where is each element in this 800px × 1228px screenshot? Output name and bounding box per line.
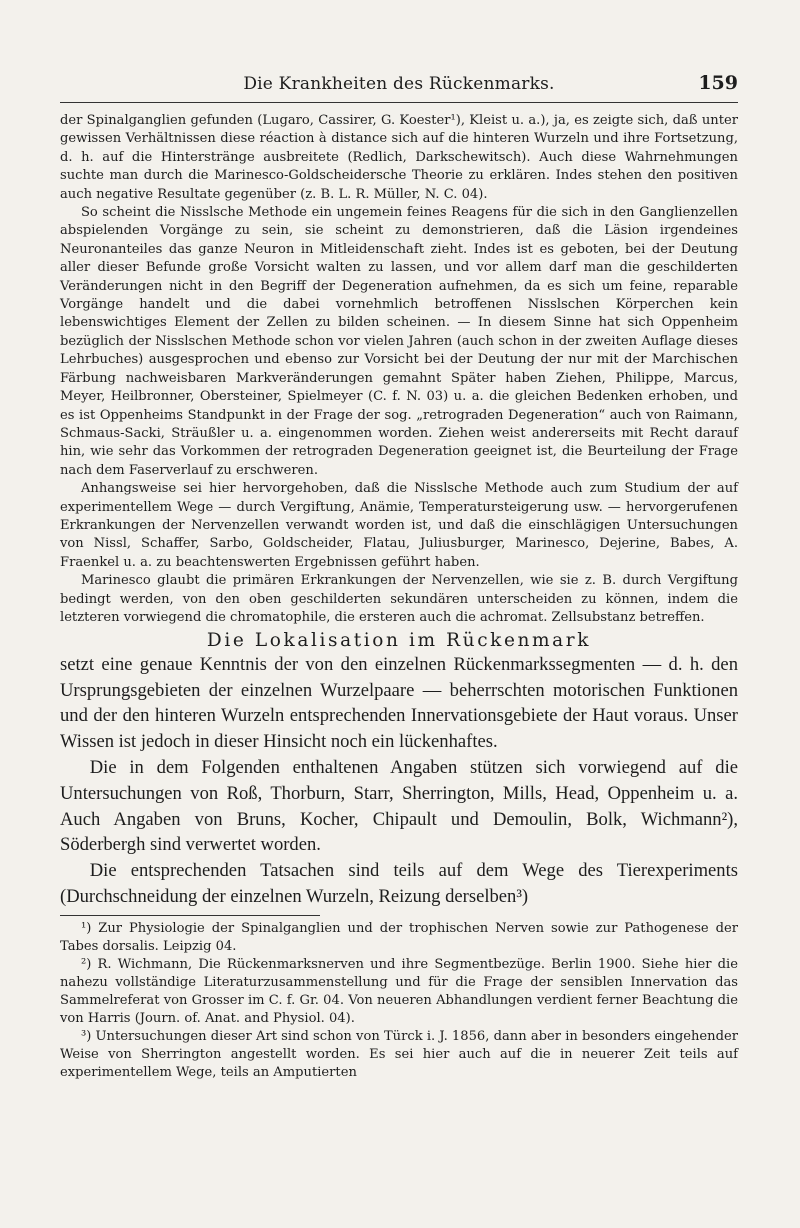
footnotes <box>60 920 738 1082</box>
footnote: ²) R. Wichmann, Die Rückenmarksnerven und ihre Segmentbezüge. Berlin 1900. Siehe hier die nahezu vollständige Literaturzusammenstellung und für die Frage der sensiblen Innervation das Sammelreferat von Grosser im C. f. Gr. 04. Von neueren Abhandlungen verdient ferner Beachtung die von Harris (Journ. of. Anat. and Physiol. 04). <box>60 956 738 1026</box>
page-header <box>60 74 738 103</box>
large-paragraph: setzt eine genaue Kenntnis der von den einzelnen Rückenmarkssegmenten — d. h. den Ursprungsgebieten der einzelnen Wurzelpaare — beherrschten motorischen Funktionen und der den hinteren Wurzeln entsprechenden Innervationsgebiete der Haut voraus. Unser Wissen ist jedoch in dieser Hinsicht noch ein lückenhaftes. <box>60 653 738 753</box>
body-paragraph: Anhangsweise sei hier hervorgehoben, daß die Nisslsche Methode auch zum Studium der auf experimentellem Wege — durch Vergiftung, Anämie, Temperatursteigerung usw. — hervorgerufenen Erkrankungen der Nervenzellen verwandt worden ist, und daß die einschlägigen Untersuchungen von Nissl, Schaffer, Sarbo, Goldscheider, Flatau, Juliusburger, Marinesco, Dejerine, Babes, A. Fraenkel u. a. zu beachtenswerten Ergebnissen geführt haben. <box>60 481 738 570</box>
large-paragraph: Die in dem Folgenden enthaltenen Angaben stützen sich vorwiegend auf die Untersuchungen von Roß, Thorburn, Starr, Sherrington, Mills, Head, Oppenheim u. a. Auch Angaben von Bruns, Kocher, Chipault und Demoulin, Bolk, Wichmann²), Söderbergh sind verwertet worden. <box>60 756 738 856</box>
page-number: 159 <box>698 72 738 94</box>
large-text-block <box>60 652 738 910</box>
footnote: ¹) Zur Physiologie der Spinalganglien und der trophischen Nerven sowie zur Pathogenese der Tabes dorsalis. Leipzig 04. <box>60 920 738 954</box>
body-paragraph: So scheint die Nisslsche Methode ein ungemein feines Reagens für die sich in den Ganglienzellen abspielenden Vorgänge zu sein, sie scheint zu demonstrieren, daß die Läsion irgendeines Neuronanteiles das ganze Neuron in Mitleidenschaft zieht. Indes ist es geboten, bei der Deutung aller dieser Befunde große Vorsicht walten zu lassen, und vor allem darf man die geschilderten Veränderungen nicht in den Begriff der Degeneration aufnehmen, da es sich um feine, reparable Vorgänge handelt und die dabei vornehmlich betroffenen Nisslschen Körperchen kein lebenswichtiges Element der Zellen zu bilden scheinen. — In diesem Sinne hat sich Oppenheim bezüglich der Nisslschen Methode schon vor vielen Jahren (auch schon in der zweiten Auflage dieses Lehrbuches) ausgesprochen und ebenso zur Vorsicht bei der Deutung der nur mit der Marchischen Färbung nachweisbaren Markveränderungen gemahnt Später haben Ziehen, Philippe, Marcus, Meyer, Heilbronner, Obersteiner, Spielmeyer (C. f. N. 03) u. a. die gleichen Bedenken erhoben, und es ist Oppenheims Standpunkt in der Frage der sog. „retrograden Degeneration“ auch von Raimann, Schmaus-Sacki, Sträußler u. a. eingenommen worden. Ziehen weist andererseits mit Recht darauf hin, wie sehr das Vorkommen der retrograden Degeneration geeignet ist, die Beurteilung der Frage nach dem Faserverlauf zu erschweren. <box>60 205 738 478</box>
footnote: ³) Untersuchungen dieser Art sind schon von Türck i. J. 1856, dann aber in besonders eingehender Weise von Sherrington angestellt worden. Es sei hier auch auf die in neuerer Zeit teils auf experimentellem Wege, teils an Amputierten <box>60 1028 738 1080</box>
footnote-divider <box>60 915 320 916</box>
large-paragraph: Die entsprechenden Tatsachen sind teils auf dem Wege des Tierexperiments (Durchschneidung der einzelnen Wurzeln, Reizung derselben³) <box>60 860 738 907</box>
main-text <box>60 112 738 1082</box>
body-paragraph: der Spinalganglien gefunden (Lugaro, Cassirer, G. Koester¹), Kleist u. a.), ja, es zeigte sich, daß unter gewissen Verhältnissen diese réaction à distance sich auf die hinteren Wurzeln und ihre Fortsetzung, d. h. auf die Hinterstränge ausbreitete (Redlich, Darkschewitsch). Auch diese Wahrnehmungen suchte man durch die Marinesco-Goldscheidersche Theorie zu erklären. Indes stehen den positiven auch negative Resultate gegenüber (z. B. L. R. Müller, N. C. 04). <box>60 113 738 202</box>
body-paragraph: Marinesco glaubt die primären Erkrankungen der Nervenzellen, wie sie z. B. durch Vergiftung bedingt werden, von den oben geschilderten sekundären unterscheiden zu können, indem die letzteren vorwiegend die chromatophile, die ersteren auch die achromat. Zellsubstanz betreffen. <box>60 573 738 625</box>
running-title: Die Krankheiten des Rückenmarks. <box>243 74 555 94</box>
section-heading: Die Lokalisation im Rückenmark <box>206 630 592 652</box>
